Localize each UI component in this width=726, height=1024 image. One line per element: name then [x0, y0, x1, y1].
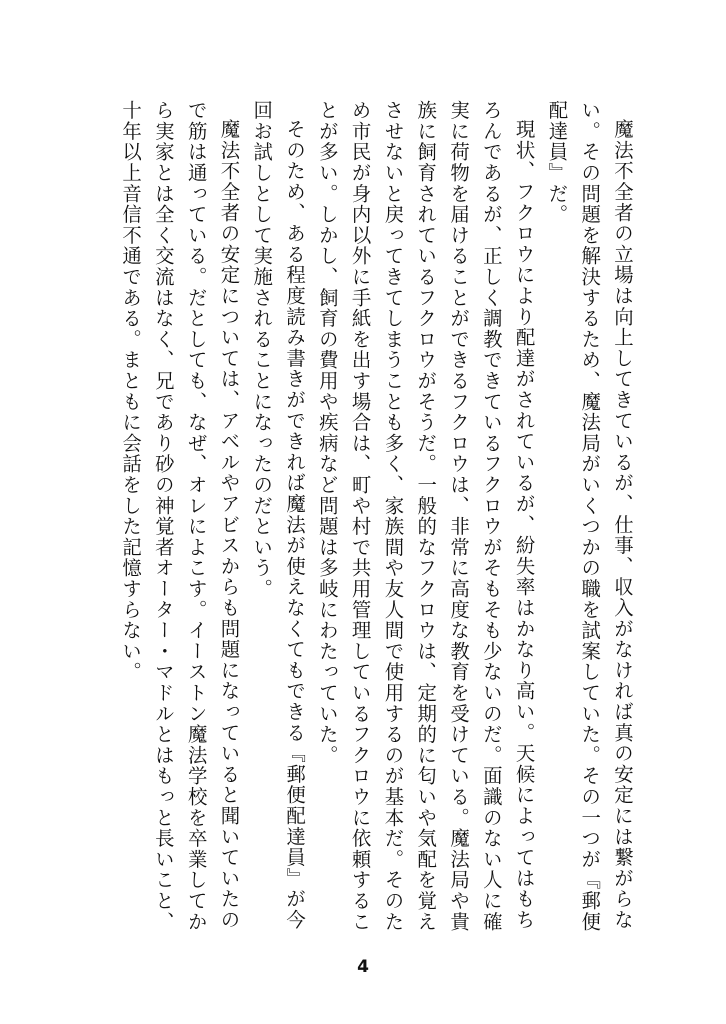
page-number: 4 [357, 957, 369, 977]
paragraph-3: そのため、ある程度読み書きができれば魔法が使えなくてもできる『郵便配達員』が今回お試しとして実施されることになったのだという。 [250, 100, 307, 931]
paragraph-4: 魔法不全者の安定については、アベルやアビスからも問題になっていると聞いていたので筋は通っている。だとしても、なぜ、オレによこす。イーストン魔法学校を卒業してから実家とは全く交流はなく、兄であり砂の神覚者オーター・マドルとはもっと長いこと、十年以上音信不通である。まともに会話をした記憶すらない。 [119, 100, 241, 932]
paragraph-1: 魔法不全者の立場は向上してきているが、仕事、収入がなければ真の安定には繋がらない。その問題を解決するため、魔法局がいくつかの職を試案していた。その一つが『郵便配達員』だ。 [545, 100, 634, 932]
paragraph-2: 現状、フクロウにより配達がされているが、紛失率はかなり高い。天候によってはもちろんであるが、正しく調教できているフクロウがそもそも少ないのだ。面識のない人に確実に荷物を届けることができるフクロウは、非常に高度な教育を受けている。魔法局や貴族に飼育されているフクロウがそうだ。一般的なフクロウは、定期的に匂いや気配を覚えさせないと戻ってきてしまうことも多く、家族間や友人間で使用するのが基本だ。そのため市民が身内以外に手紙を出す場合は、町や村で共用管理しているフクロウに依頼することが多い。しかし、飼育の費用や疾病など問題は多岐にわたっていた。 [315, 100, 536, 932]
vertical-text-body [98, 100, 638, 940]
